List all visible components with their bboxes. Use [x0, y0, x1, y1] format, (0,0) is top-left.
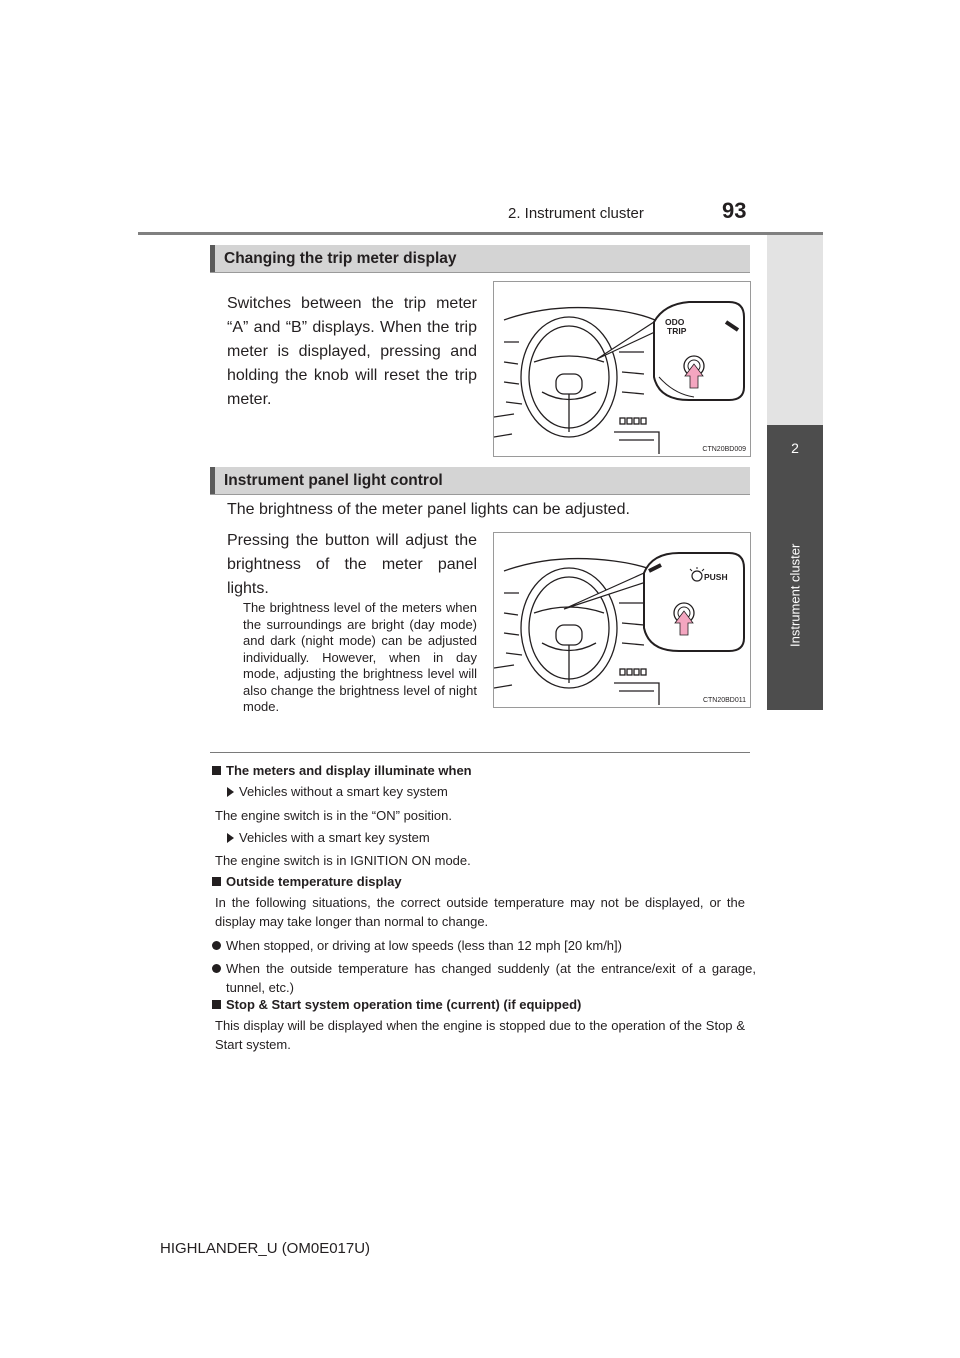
- footer-model-code: HIGHLANDER_U (OM0E017U): [160, 1240, 371, 1257]
- square-bullet-icon: [212, 877, 221, 886]
- dot-bullet-icon: [212, 964, 221, 973]
- dashboard-illustration: [494, 282, 750, 456]
- note-item-text: Vehicles without a smart key system: [239, 784, 448, 799]
- running-header-section: 2. Instrument cluster: [508, 205, 644, 222]
- section-heading-trip-meter: Changing the trip meter display: [210, 245, 750, 272]
- panel-light-intro: The brightness of the meter panel lights can be adjusted.: [227, 501, 630, 518]
- note-heading-text: The meters and display illuminate when: [226, 763, 472, 778]
- section-divider: [210, 752, 750, 753]
- note-item-text: Vehicles with a smart key system: [239, 830, 430, 845]
- push-label: PUSH: [704, 572, 728, 582]
- section-heading-panel-light: Instrument panel light control: [210, 467, 750, 494]
- triangle-bullet-icon: [227, 833, 234, 843]
- dot-bullet-icon: [212, 941, 221, 950]
- note-heading-text: Outside temperature display: [226, 874, 402, 889]
- square-bullet-icon: [212, 1000, 221, 1009]
- note-item-text: When stopped, or driving at low speeds (less than 12 mph [20 km/h]): [226, 938, 622, 953]
- trip-label: TRIP: [667, 326, 687, 336]
- figure-trip-meter-knob: [493, 281, 751, 457]
- note-item: In the following situations, the correct outside temperature may not be displayed, or the display may take longer than normal to change.: [215, 895, 745, 929]
- note-item: [212, 936, 742, 955]
- side-tab-number: 2: [791, 440, 799, 456]
- panel-light-detail: The brightness level of the meters when the surroundings are bright (day mode) and dark (night mode) can be adjusted individually. However, when in day mode, adjusting the brightness level will also change the brightness level of night mode.: [243, 600, 477, 714]
- side-tab-light: [767, 235, 823, 425]
- note-item: The engine switch is in IGNITION ON mode.: [215, 853, 471, 868]
- note-item: [212, 959, 756, 997]
- note-heading-illuminate: [212, 763, 472, 778]
- panel-light-description: Pressing the button will adjust the brightness of the meter panel lights.: [227, 532, 477, 597]
- figure-panel-light-button: [493, 532, 751, 708]
- header-rule: [138, 232, 823, 235]
- note-item: The engine switch is in the “ON” position.: [215, 808, 452, 823]
- figure-code: CTN20BD011: [702, 697, 746, 704]
- page-number: 93: [722, 198, 747, 223]
- note-item: This display will be displayed when the engine is stopped due to the operation of the Stop & Start system.: [215, 1018, 745, 1052]
- figure-code: CTN20BD009: [702, 446, 746, 453]
- dashboard-illustration: [494, 533, 750, 707]
- note-heading-stop-start: [212, 997, 581, 1012]
- note-item: [227, 828, 757, 847]
- note-heading-text: Stop & Start system operation time (current) (if equipped): [226, 997, 582, 1012]
- side-tab-label: Instrument cluster: [787, 543, 803, 647]
- note-heading-temperature: [212, 874, 402, 889]
- trip-meter-description: Switches between the trip meter “A” and “B” displays. When the trip meter is displayed, pressing and holding the knob will reset the trip meter.: [227, 295, 477, 408]
- triangle-bullet-icon: [227, 787, 234, 797]
- note-item: [227, 782, 757, 801]
- odo-label: ODO: [665, 317, 685, 327]
- note-item-text: When the outside temperature has changed suddenly (at the entrance/exit of a garage, tunnel, etc.): [226, 961, 756, 995]
- square-bullet-icon: [212, 766, 221, 775]
